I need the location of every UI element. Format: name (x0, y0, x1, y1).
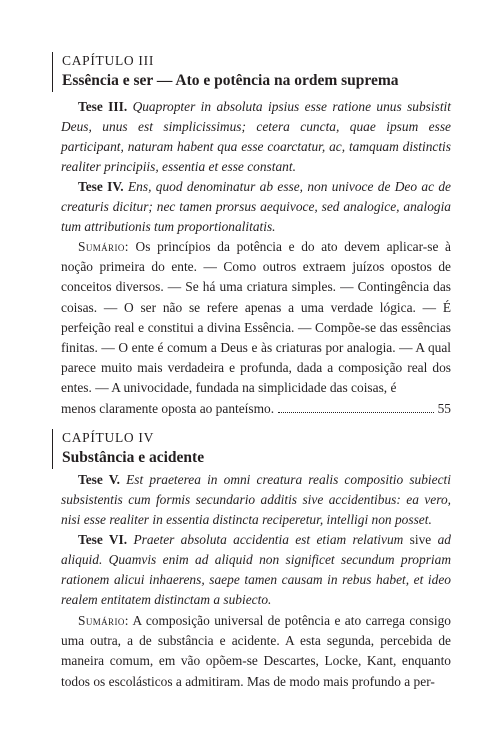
tese-5 (61, 470, 451, 530)
tese-6-label: Tese VI. (78, 532, 128, 547)
tese-6-text-italic-2: ad aliquid. Quamvis enim ad aliquid non significet secundum propriam rationem alicui inhaerens, saepe tamen causam in rebus habet, et ideo realem entitatem distinctam a subiecto. (61, 532, 451, 607)
chapter-4-heading (52, 429, 462, 469)
tese-5-text: Est praeterea in omni creatura realis compositio subiecti subsistentis cum formis secundario additis sive accidentibus: ea vero, nisi esse realiter in essentia distincta reciperetur, intelligi non posset. (61, 472, 451, 527)
chapter-3-heading (52, 52, 462, 92)
sumario-4-label: Sumário: (78, 613, 129, 628)
sumario-3-label: Sumário: (78, 239, 129, 254)
sumario-4-text: A composição universal de potência e ato carrega consigo uma outra, a de substância e acidente. A esta segunda, percebida de maneira comum, em vão opõem-se Descartes, Locke, Kant, enquanto todos os escolásticos a admitiram. Mas de modo mais profundo a per- (61, 613, 451, 689)
tese-3 (61, 97, 451, 177)
tese-3-text: Quapropter in absoluta ipsius esse ratione unus subsistit Deus, unus est simplicissimus; cetera cuncta, quae ipsum esse participant, naturam habent qua esse coarctatur, ac, tamquam distinctis realiter principiis, essentia et esse constant. (61, 99, 451, 174)
sumario-chapter-4 (61, 611, 451, 692)
chapter-3-label: CAPÍTULO III (62, 53, 155, 68)
chapter-4-title: Substância e acidente (62, 449, 205, 466)
tese-4-label: Tese IV. (78, 179, 124, 194)
sumario-chapter-3 (61, 237, 451, 419)
chapter-3-title: Essência e ser — Ato e potência na ordem suprema (62, 72, 399, 89)
chapter-4-label: CAPÍTULO IV (62, 430, 155, 445)
sumario-3-last-line: menos claramente oposta ao panteísmo. (61, 400, 275, 416)
tese-3-label: Tese III. (78, 99, 128, 114)
tese-6-text-italic-1: Praeter absoluta accidentia est etiam relativum (133, 532, 404, 547)
tese-4 (61, 177, 451, 237)
tese-6 (61, 530, 451, 610)
tese-4-text: Ens, quod denominatur ab esse, non univoce de Deo ac de creaturis dicitur; nec tamen prorsus aequivoce, sed analogice, analogia tum attributionis tum proportionalitatis. (61, 179, 451, 234)
tese-6-text-roman: sive (409, 532, 432, 547)
dot-leader (278, 411, 434, 413)
sumario-3-text: Os princípios da potência e do ato devem aplicar-se à noção primeira do ente. — Como outros extraem juízos opostos de conceitos diversos. — Se há uma criatura simples. — Contingência das coisas. — O ser não se refere apenas a uma verdade lógica. — É perfeição real e constitui a divina Essência. — Compõe-se das essências finitas. — O ente é comum a Deus e às criaturas por analogia. — A qual parece muito mais verdadeira e profunda, dada a composição real dos entes. — A univocidade, fundada na simplicidade das coisas, é (61, 239, 451, 396)
sumario-3-toc-line (61, 399, 451, 419)
tese-5-label: Tese V. (78, 472, 120, 487)
page-number: 55 (437, 400, 451, 416)
